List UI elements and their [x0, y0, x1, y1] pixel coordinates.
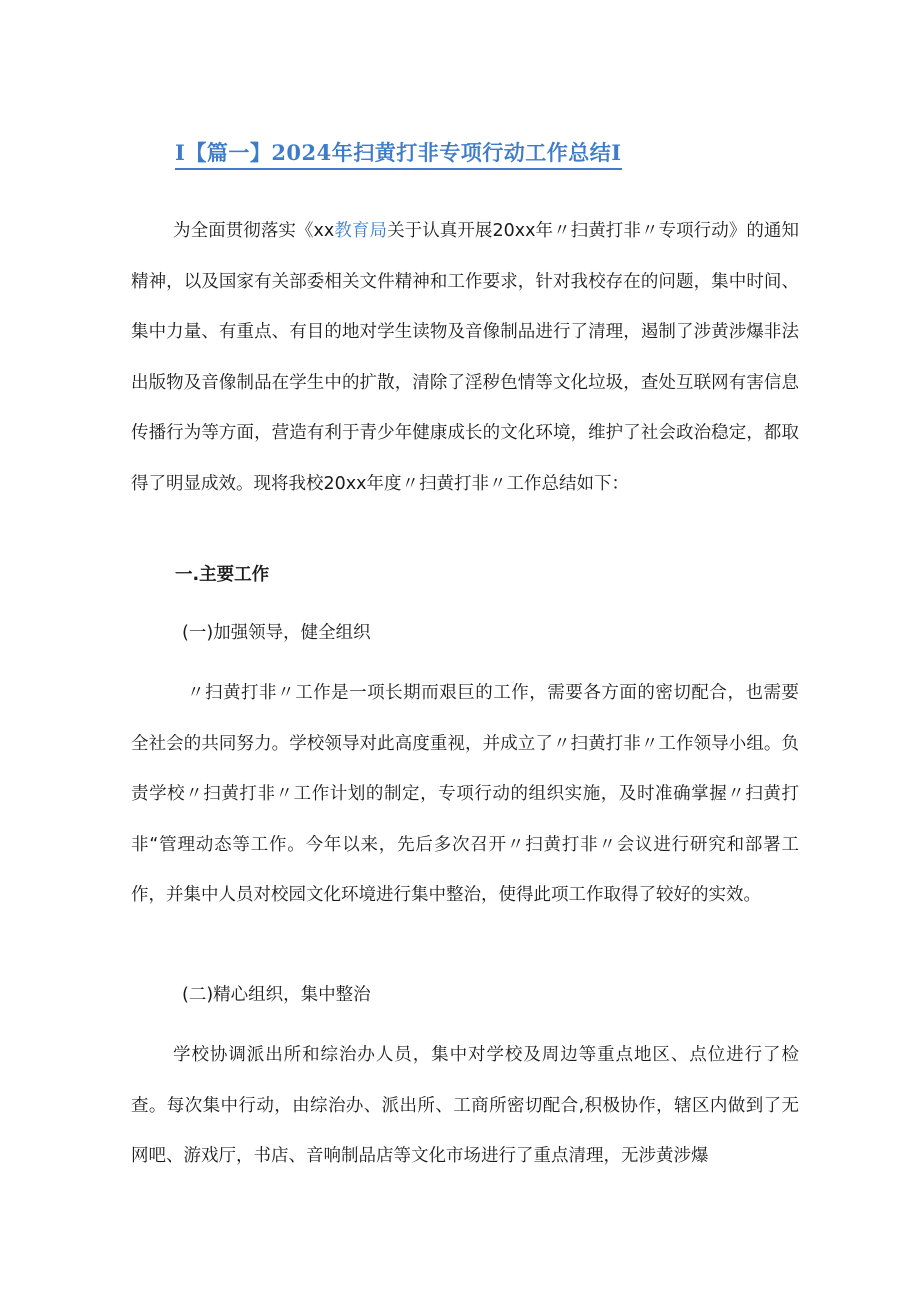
- intro-text-start: 为全面贯彻落实《xx: [173, 221, 335, 241]
- paragraph-leadership: 〃扫黄打非〃工作是一项长期而艰巨的工作，需要各方面的密切配合，也需要全社会的共同努力。学校领导对此高度重视，并成立了〃扫黄打非〃工作领导小组。负责学校〃扫黄打非〃工作计划的制定，专项行动的组织实施，及时准确掌握〃扫黄打非“管理动态等工作。今年以来，先后多次召开〃扫黄打非〃会议进行研究和部署工作，并集中人员对校园文化环境进行集中整治，使得此项工作取得了较好的实效。: [131, 683, 799, 905]
- intro-link[interactable]: 教育局: [334, 221, 388, 241]
- subheading-leadership: (一)加强领导，健全组织: [182, 623, 371, 643]
- section-heading-main-work: 一.主要工作: [175, 565, 270, 585]
- document-title: I【篇一】2024年扫黄打非专项行动工作总结I: [175, 140, 622, 170]
- intro-text-end: 关于认真开展20xx年〃扫黄打非〃专项行动》的通知精神，以及国家有关部委相关文件精神和工作要求，针对我校存在的问题，集中时间、集中力量、有重点、有目的地对学生读物及音像制品进行了清理，遏制了涉黄涉爆非法出版物及音像制品在学生中的扩散，清除了淫秽色情等文化垃圾，查处互联网有害信息传播行为等方面，营造有利于青少年健康成长的文化环境，维护了社会政治稳定，都取得了明显成效。现将我校20xx年度〃扫黄打非〃工作总结如下：: [131, 221, 800, 494]
- subheading-rectification: (二)精心组织，集中整治: [182, 985, 371, 1005]
- intro-paragraph: [131, 206, 799, 509]
- paragraph-rectification: 学校协调派出所和综治办人员，集中对学校及周边等重点地区、点位进行了检查。每次集中行动，由综治办、派出所、工商所密切配合,积极协作，辖区内做到了无网吧、游戏厅，书店、音响制品店等文化市场进行了重点清理，无涉黄涉爆: [131, 1045, 799, 1166]
